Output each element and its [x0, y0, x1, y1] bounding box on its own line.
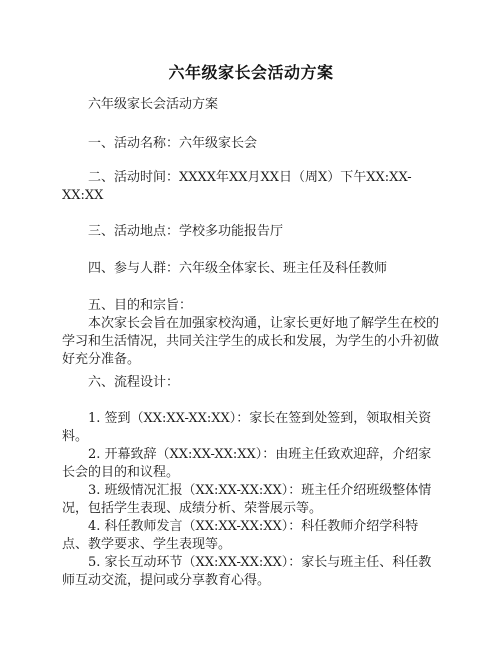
section-activity-place: 三、活动地点：学校多功能报告厅 — [88, 224, 284, 239]
document-title: 六年级家长会活动方案 — [168, 63, 334, 82]
section-participants: 四、参与人群：六年级全体家长、班主任及科任教师 — [88, 261, 388, 276]
section-purpose-heading: 五、目的和宗旨： — [88, 298, 193, 313]
document-subtitle: 六年级家长会活动方案 — [88, 97, 219, 112]
flow-step: 3. 班级情况汇报（XX:XX-XX:XX）：班主任介绍班级整体情况，包括学生表现、成绩分析、荣誉展示等。 — [62, 483, 432, 516]
flow-step: 4. 科任教师发言（XX:XX-XX:XX）：科任教师介绍学科特点、教学要求、学生表现等。 — [62, 519, 419, 552]
section-flow-heading: 六、流程设计： — [88, 375, 180, 390]
section-activity-time: 二、活动时间：XXXX年XX月XX日（周X）下午XX:XX-XX:XX — [62, 170, 412, 203]
flow-step: 2. 开幕致辞（XX:XX-XX:XX）：由班主任致欢迎辞，介绍家长会的目的和议程。 — [62, 447, 432, 480]
section-activity-name: 一、活动名称：六年级家长会 — [88, 136, 258, 151]
flow-step: 5. 家长互动环节（XX:XX-XX:XX）：家长与班主任、科任教师互动交流，提问或分享教育心得。 — [62, 555, 432, 588]
flow-step: 1. 签到（XX:XX-XX:XX）：家长在签到处签到，领取相关资料。 — [62, 411, 432, 444]
section-purpose-body: 本次家长会旨在加强家校沟通，让家长更好地了解学生在校的学习和生活情况，共同关注学生的成长和发展，为学生的小升初做好充分准备。 — [62, 316, 440, 367]
